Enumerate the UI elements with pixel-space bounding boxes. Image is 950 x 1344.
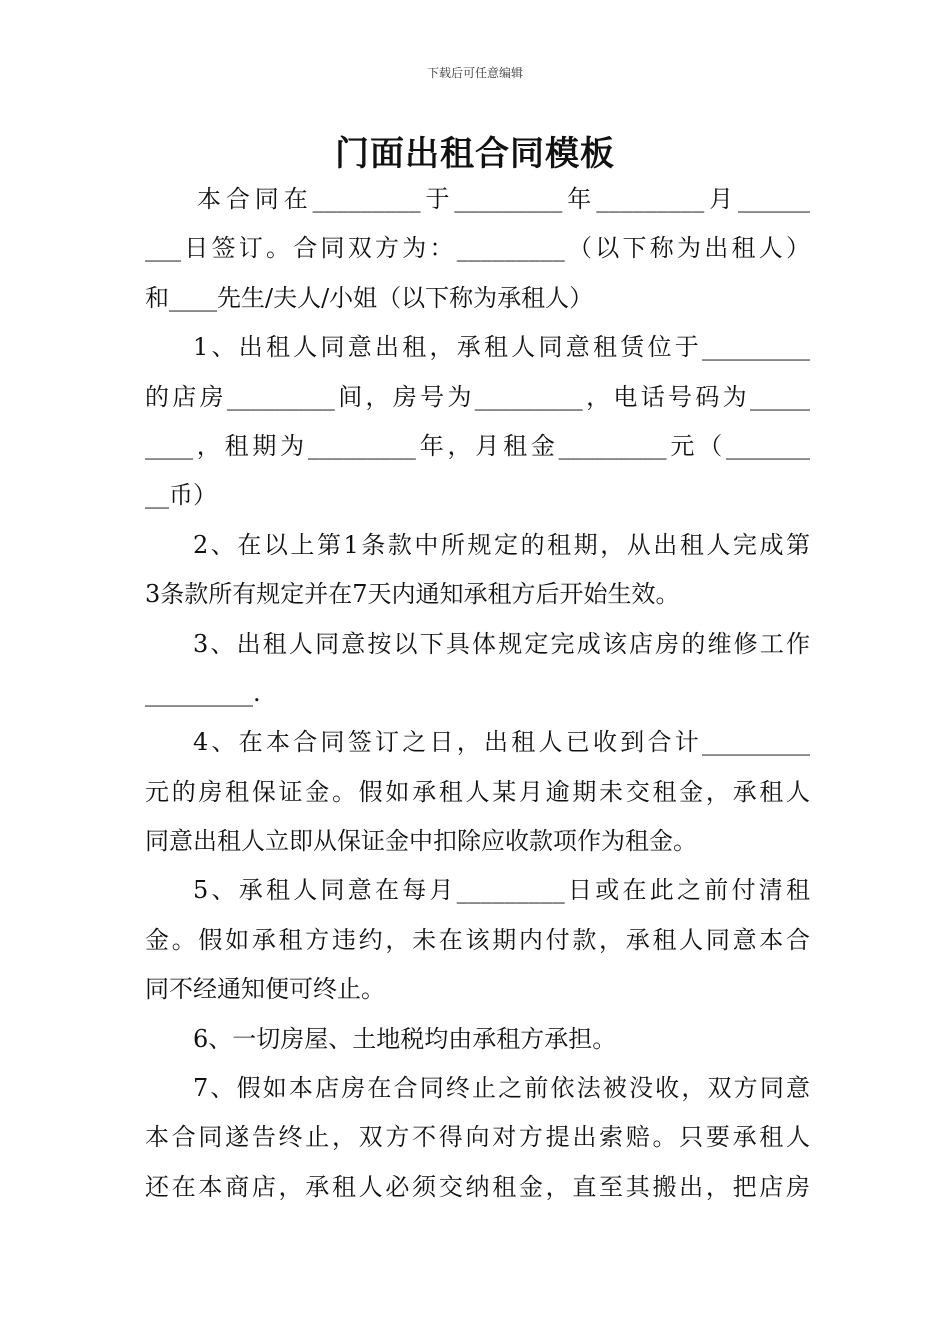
paragraph-line: _________. (145, 678, 261, 707)
paragraph-line: 本合同遂告终止，双方不得向对方提出索赔。只要承租人 (145, 1123, 810, 1152)
paragraph-line: 还在本商店，承租人必须交纳租金，直至其搬出，把店房 (145, 1172, 810, 1201)
paragraph-line: 3条款所有规定并在7天内通知承租方后开始生效。 (145, 580, 680, 609)
paragraph-line: 同不经通知便可终止。 (145, 975, 385, 1004)
paragraph-line: 5、承租人同意在每月_________日或在此之前付清租 (193, 876, 810, 905)
paragraph-line: 1、出租人同意出租，承租人同意租赁位于_________ (193, 333, 810, 362)
paragraph-line: 7、假如本店房在合同终止之前依法被没收，双方同意 (193, 1074, 810, 1103)
paragraph-line: 金。假如承租方违约，未在该期内付款，承租人同意本合 (145, 925, 810, 954)
paragraph-line: 3、出租人同意按以下具体规定完成该店房的维修工作 (193, 629, 810, 658)
paragraph-line: 和____先生/夫人/小姐（以下称为承租人） (145, 283, 594, 312)
paragraph-line: 的店房_________间，房号为_________，电话号码为_____ (145, 382, 810, 411)
paragraph-line: 4、在本合同签订之日，出租人已收到合计_________ (193, 728, 810, 757)
document-title: 门面出租合同模板 (335, 134, 615, 174)
paragraph-line: 2、在以上第1条款中所规定的租期，从出租人完成第 (193, 530, 810, 559)
paragraph-line: 本合同在_________于_________年_________月______ (197, 185, 810, 213)
contract-body (145, 175, 810, 1212)
paragraph-line: ___日签订。合同双方为：_________（以下称为出租人） (145, 234, 810, 263)
paragraph-line: ____，租期为_________年，月租金_________元（_______ (145, 431, 810, 460)
header-note: 下载后可任意编辑 (426, 66, 523, 80)
paragraph-line: __币） (145, 481, 217, 510)
paragraph-line: 6、一切房屋、土地税均由承租方承担。 (193, 1024, 617, 1053)
paragraph-line: 同意出租人立即从保证金中扣除应收款项作为租金。 (145, 827, 697, 856)
paragraph-line: 元的房租保证金。假如承租人某月逾期未交租金，承租人 (145, 777, 810, 806)
